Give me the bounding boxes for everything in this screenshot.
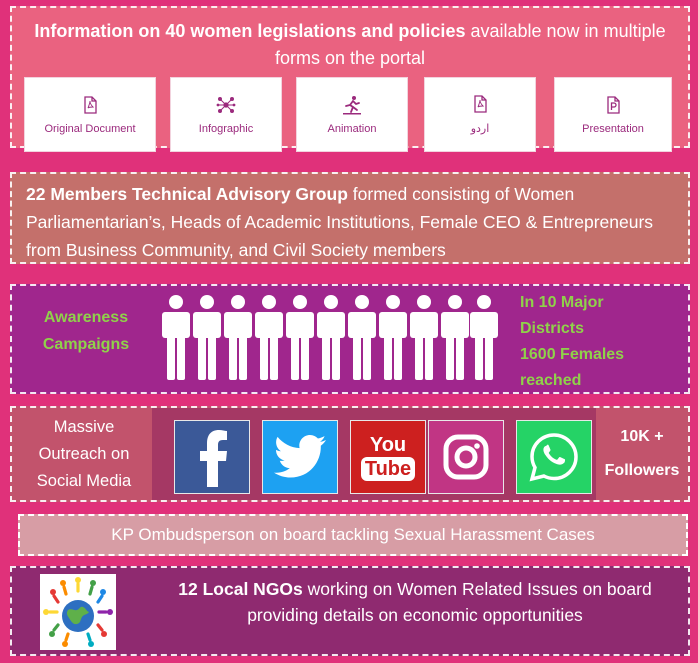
format-card-original-document[interactable] bbox=[24, 77, 156, 152]
women-figures-icon bbox=[162, 294, 498, 384]
presentation-icon bbox=[603, 95, 623, 115]
youtube-text: You bbox=[369, 434, 407, 456]
network-icon bbox=[216, 95, 236, 115]
outreach-line: Social Media bbox=[36, 471, 132, 490]
portal-headline bbox=[12, 18, 688, 72]
followers-count: 10K + bbox=[620, 428, 664, 445]
format-label: Original Document bbox=[44, 122, 136, 135]
pdf-icon bbox=[470, 94, 490, 114]
whatsapp-icon[interactable] bbox=[516, 420, 592, 494]
awareness-title-line: Awareness bbox=[43, 309, 129, 326]
ngos-rest: working on Women Related Issues on board providing details on economic opportunities bbox=[247, 579, 652, 625]
format-card-presentation[interactable] bbox=[554, 77, 672, 152]
advisory-text bbox=[26, 180, 678, 264]
advisory-group-panel bbox=[10, 172, 690, 264]
portal-headline-rest: available now in multiple forms on the portal bbox=[274, 21, 666, 68]
global-community-icon bbox=[40, 574, 116, 650]
format-label: اردو bbox=[470, 123, 490, 135]
ngos-panel bbox=[10, 566, 690, 656]
youtube-text: Tube bbox=[361, 457, 415, 481]
pdf-icon bbox=[80, 95, 100, 115]
ngos-text bbox=[152, 576, 678, 628]
reach-line: reached bbox=[520, 372, 582, 389]
awareness-reach bbox=[520, 290, 690, 394]
awareness-title bbox=[26, 304, 146, 358]
reach-line: In 10 Major bbox=[520, 294, 604, 311]
format-label: Animation bbox=[327, 122, 377, 135]
awareness-panel bbox=[10, 284, 690, 394]
social-icons-strip bbox=[152, 408, 596, 500]
followers-label: Followers bbox=[604, 462, 680, 479]
format-label: Infographic bbox=[198, 122, 254, 135]
portal-headline-bold: Information on 40 women legislations and policies bbox=[34, 21, 466, 41]
awareness-title-line: Campaigns bbox=[42, 336, 130, 353]
runner-icon bbox=[342, 95, 362, 115]
portal-info-panel bbox=[10, 6, 690, 148]
ombudsperson-panel bbox=[18, 514, 688, 556]
twitter-icon[interactable] bbox=[262, 420, 338, 494]
ombudsperson-text: KP Ombudsperson on board tackling Sexual Harassment Cases bbox=[111, 525, 595, 544]
youtube-icon[interactable] bbox=[350, 420, 426, 494]
followers-badge bbox=[596, 408, 688, 500]
reach-line: Districts bbox=[520, 320, 585, 337]
reach-line: 1600 Females bbox=[520, 346, 625, 363]
social-media-panel bbox=[10, 406, 690, 502]
format-card-urdu[interactable] bbox=[424, 77, 536, 152]
instagram-icon[interactable] bbox=[428, 420, 504, 494]
outreach-line: Massive bbox=[53, 417, 115, 436]
social-outreach-text bbox=[12, 408, 156, 500]
format-label: Presentation bbox=[582, 122, 644, 135]
format-card-animation[interactable] bbox=[296, 77, 408, 152]
format-card-infographic[interactable] bbox=[170, 77, 282, 152]
ngos-bold: 12 Local NGOs bbox=[178, 579, 303, 599]
advisory-rest: formed consisting of Women Parliamentarian’s, Heads of Academic Institutions, Female CEO & Entrepreneurs from Business Community, and Civil Society members bbox=[26, 184, 654, 260]
facebook-icon[interactable] bbox=[174, 420, 250, 494]
outreach-line: Outreach on bbox=[38, 444, 130, 463]
advisory-bold: 22 Members Technical Advisory Group bbox=[26, 184, 348, 204]
